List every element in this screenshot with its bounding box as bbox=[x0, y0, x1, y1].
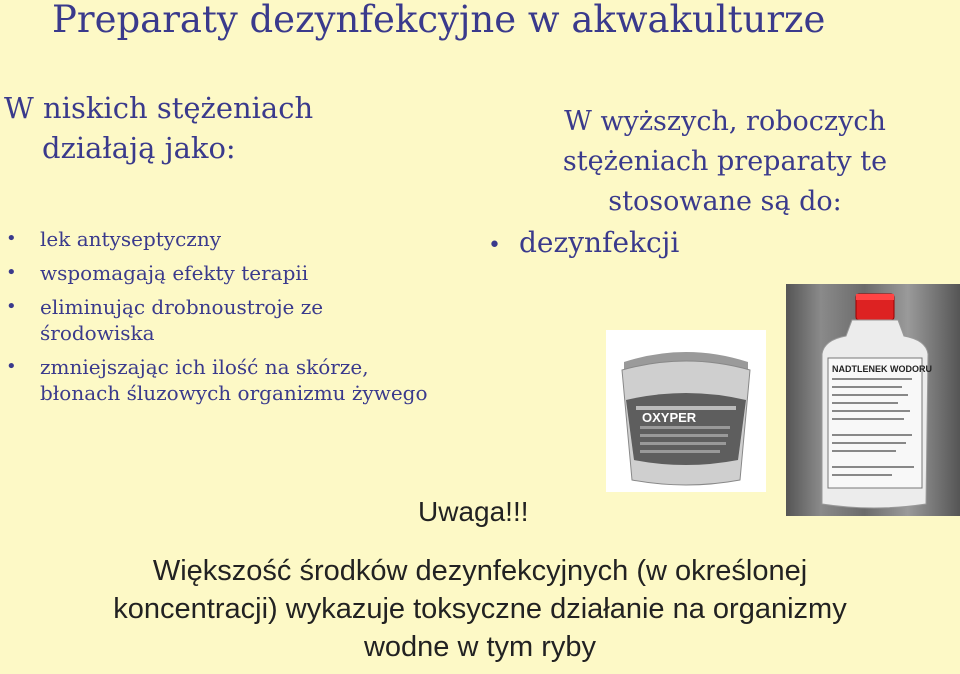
slide-title: Preparaty dezynfekcyjne w akwakulturze bbox=[52, 0, 826, 41]
disinfectant-bucket-image bbox=[606, 330, 766, 492]
left-heading-line1: W niskich stężeniach bbox=[4, 91, 314, 125]
list-item-text: lek antyseptyczny bbox=[40, 227, 222, 251]
bullet-icon: • bbox=[6, 296, 17, 317]
bullet-icon: • bbox=[6, 356, 17, 377]
list-item bbox=[0, 226, 450, 252]
right-heading bbox=[500, 102, 950, 222]
list-item-text: eliminując drobnoustroje ze środowiska bbox=[40, 295, 324, 345]
right-bullet-item bbox=[488, 226, 679, 259]
bullet-icon: • bbox=[6, 262, 17, 283]
list-item-text: zmniejszając ich ilość na skórze, błonach śluzowych organizmu żywego bbox=[40, 355, 428, 405]
bullet-icon: • bbox=[488, 233, 501, 258]
warning-text bbox=[20, 552, 940, 666]
left-heading-line2: działają jako: bbox=[42, 131, 236, 165]
right-heading-line2: stężeniach preparaty te bbox=[562, 146, 888, 177]
warning-label: Uwaga!!! bbox=[418, 496, 529, 527]
list-item-text: wspomagają efekty terapii bbox=[40, 261, 309, 285]
bottle-icon bbox=[786, 284, 960, 516]
warning-text-line3: wodne w tym ryby bbox=[363, 631, 597, 663]
bucket-label: OXYPER bbox=[642, 410, 697, 425]
list-item bbox=[0, 294, 385, 346]
bullet-icon: • bbox=[6, 228, 17, 249]
right-heading-line1: W wyższych, roboczych bbox=[564, 106, 886, 137]
warning-text-line2: koncentracji) wykazuje toksyczne działanie na organizmy bbox=[113, 593, 847, 625]
bucket-icon bbox=[606, 330, 766, 492]
bottle-label: NADTLENEK WODORU bbox=[832, 364, 932, 374]
right-heading-line3: stosowane są do: bbox=[608, 186, 842, 217]
list-item bbox=[0, 260, 450, 286]
list-item bbox=[0, 354, 440, 406]
right-bullet-text: dezynfekcji bbox=[518, 226, 680, 259]
left-bullet-list bbox=[0, 226, 450, 414]
left-heading bbox=[4, 88, 424, 168]
warning-text-line1: Większość środków dezynfekcyjnych (w określonej bbox=[152, 555, 808, 587]
hydrogen-peroxide-bottle-image bbox=[786, 284, 960, 516]
